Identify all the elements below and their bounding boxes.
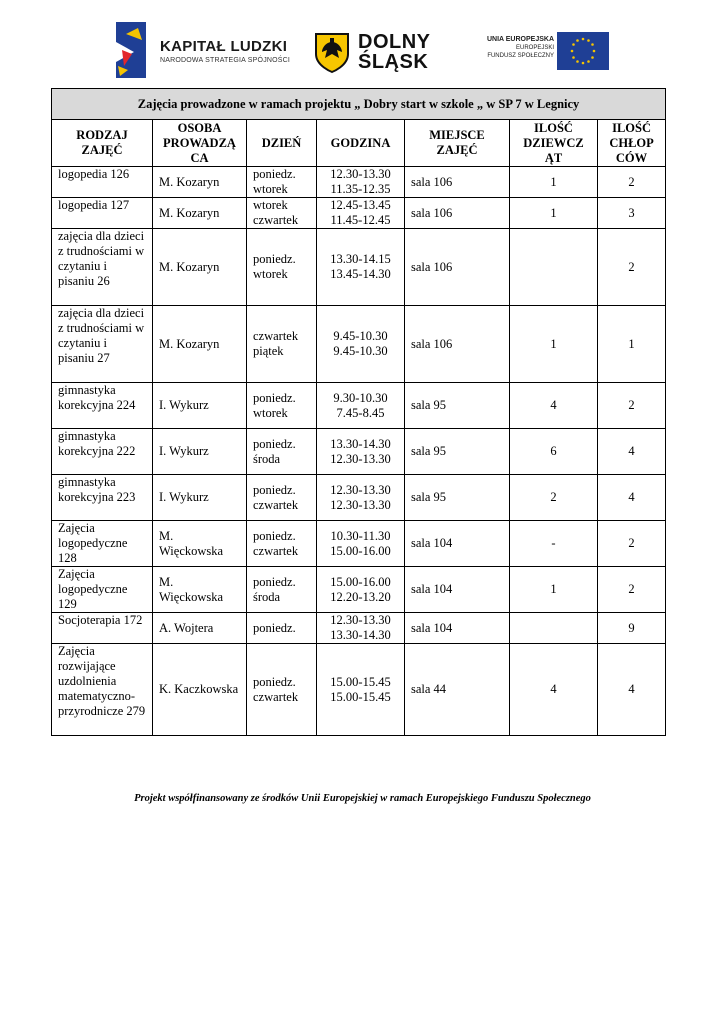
kapital-ludzki-title: KAPITAŁ LUDZKI: [160, 38, 288, 55]
cell-miejsce: sala 95: [405, 475, 510, 521]
table-row: [52, 229, 666, 306]
cell-godzina: 9.45-10.30 9.45-10.30: [317, 306, 405, 383]
cell-miejsce: sala 106: [405, 306, 510, 383]
col-header-dziewczat: ILOŚĆ DZIEWCZ ĄT: [510, 120, 598, 167]
cell-osoba: M. Więckowska: [153, 567, 247, 613]
cell-dziewczat: 1: [510, 567, 598, 613]
cell-godzina: 13.30-14.15 13.45-14.30: [317, 229, 405, 306]
cell-dziewczat: 1: [510, 198, 598, 229]
cell-miejsce: sala 106: [405, 167, 510, 198]
col-header-miejsce: MIEJSCE ZAJĘĆ: [405, 120, 510, 167]
cell-dzien: poniedz.: [247, 613, 317, 644]
table-row: [52, 167, 666, 198]
cell-dzien: poniedz. wtorek: [247, 229, 317, 306]
cell-rodzaj: logopedia 127: [52, 198, 153, 229]
table-row: [52, 198, 666, 229]
cell-dziewczat: 4: [510, 383, 598, 429]
cell-miejsce: sala 106: [405, 198, 510, 229]
cell-rodzaj: Zajęcia logopedyczne 128: [52, 521, 153, 567]
footer-note: Projekt współfinansowany ze środków Unii Europejskiej w ramach Europejskiego Funduszu Społecznego: [134, 793, 591, 804]
cell-chlopcow: 4: [598, 475, 666, 521]
cell-godzina: 15.00-16.00 12.20-13.20: [317, 567, 405, 613]
eu-flag-icon: [557, 32, 609, 70]
cell-osoba: M. Kozaryn: [153, 306, 247, 383]
dolny-slask-line1: DOLNY: [358, 31, 431, 53]
cell-dzien: poniedz. wtorek: [247, 167, 317, 198]
cell-godzina: 12.30-13.30 11.35-12.35: [317, 167, 405, 198]
cell-osoba: I. Wykurz: [153, 383, 247, 429]
cell-chlopcow: 2: [598, 567, 666, 613]
cell-dziewczat: 2: [510, 475, 598, 521]
cell-osoba: K. Kaczkowska: [153, 644, 247, 736]
table-header-row: [52, 120, 666, 167]
eagle-shield-icon: [314, 32, 350, 74]
cell-chlopcow: 2: [598, 521, 666, 567]
cell-godzina: 10.30-11.30 15.00-16.00: [317, 521, 405, 567]
cell-chlopcow: 2: [598, 383, 666, 429]
cell-dziewczat: 1: [510, 167, 598, 198]
table-row: [52, 475, 666, 521]
cell-dzien: poniedz. wtorek: [247, 383, 317, 429]
table-row: [52, 613, 666, 644]
cell-dzien: poniedz. środa: [247, 429, 317, 475]
cell-dzien: czwartek piątek: [247, 306, 317, 383]
cell-miejsce: sala 104: [405, 521, 510, 567]
schedule-table: [51, 88, 666, 736]
cell-godzina: 9.30-10.30 7.45-8.45: [317, 383, 405, 429]
cell-chlopcow: 2: [598, 167, 666, 198]
cell-osoba: M. Kozaryn: [153, 198, 247, 229]
cell-osoba: M. Kozaryn: [153, 229, 247, 306]
cell-chlopcow: 2: [598, 229, 666, 306]
ue-line1: UNIA EUROPEJSKA: [486, 36, 554, 43]
cell-miejsce: sala 104: [405, 613, 510, 644]
cell-godzina: 12.30-13.30 13.30-14.30: [317, 613, 405, 644]
kapital-ludzki-subtitle: NARODOWA STRATEGIA SPÓJNOŚCI: [160, 57, 291, 64]
cell-godzina: 12.45-13.45 11.45-12.45: [317, 198, 405, 229]
cell-dzien: poniedz. czwartek: [247, 521, 317, 567]
col-header-rodzaj: RODZAJ ZAJĘĆ: [52, 120, 153, 167]
ue-line3: FUNDUSZ SPOŁECZNY: [487, 53, 554, 59]
cell-osoba: I. Wykurz: [153, 429, 247, 475]
cell-dziewczat: [510, 613, 598, 644]
cell-miejsce: sala 104: [405, 567, 510, 613]
cell-godzina: 15.00-15.45 15.00-15.45: [317, 644, 405, 736]
cell-rodzaj: Zajęcia logopedyczne 129: [52, 567, 153, 613]
dolny-slask-line2: ŚLĄSK: [358, 51, 429, 73]
table-caption: Zajęcia prowadzone w ramach projektu „ Dobry start w szkole „ w SP 7 w Legnicy: [52, 89, 666, 120]
col-header-chlopcow: ILOŚĆ CHŁOP CÓW: [598, 120, 666, 167]
table-row: [52, 521, 666, 567]
kapital-ludzki-emblem-icon: [112, 22, 150, 78]
cell-miejsce: sala 95: [405, 383, 510, 429]
table-row: [52, 644, 666, 736]
col-header-godzina: GODZINA: [317, 120, 405, 167]
cell-dziewczat: 1: [510, 306, 598, 383]
table-body: [52, 167, 666, 736]
cell-chlopcow: 1: [598, 306, 666, 383]
cell-osoba: M. Więckowska: [153, 521, 247, 567]
cell-dziewczat: 4: [510, 644, 598, 736]
logo-bar: [0, 20, 725, 78]
cell-chlopcow: 9: [598, 613, 666, 644]
cell-godzina: 12.30-13.30 12.30-13.30: [317, 475, 405, 521]
table-row: [52, 383, 666, 429]
cell-dziewczat: 6: [510, 429, 598, 475]
cell-godzina: 13.30-14.30 12.30-13.30: [317, 429, 405, 475]
table-row: [52, 306, 666, 383]
cell-rodzaj: zajęcia dla dzieci z trudnościami w czytaniu i pisaniu 27: [52, 306, 153, 383]
cell-dzien: poniedz. czwartek: [247, 475, 317, 521]
cell-dzien: poniedz. środa: [247, 567, 317, 613]
cell-chlopcow: 4: [598, 429, 666, 475]
table-row: [52, 429, 666, 475]
cell-rodzaj: logopedia 126: [52, 167, 153, 198]
cell-miejsce: sala 44: [405, 644, 510, 736]
cell-rodzaj: zajęcia dla dzieci z trudnościami w czytaniu i pisaniu 26: [52, 229, 153, 306]
cell-dziewczat: -: [510, 521, 598, 567]
cell-miejsce: sala 95: [405, 429, 510, 475]
cell-osoba: I. Wykurz: [153, 475, 247, 521]
cell-rodzaj: gimnastyka korekcyjna 224: [52, 383, 153, 429]
cell-rodzaj: Socjoterapia 172: [52, 613, 153, 644]
cell-rodzaj: Zajęcia rozwijające uzdolnienia matematyczno-przyrodnicze 279: [52, 644, 153, 736]
cell-osoba: M. Kozaryn: [153, 167, 247, 198]
table-row: [52, 567, 666, 613]
cell-chlopcow: 4: [598, 644, 666, 736]
col-header-dzien: DZIEŃ: [247, 120, 317, 167]
col-header-osoba: OSOBA PROWADZĄ CA: [153, 120, 247, 167]
cell-miejsce: sala 106: [405, 229, 510, 306]
cell-rodzaj: gimnastyka korekcyjna 223: [52, 475, 153, 521]
cell-dzien: poniedz. czwartek: [247, 644, 317, 736]
cell-dzien: wtorek czwartek: [247, 198, 317, 229]
ue-line2: EUROPEJSKI: [515, 45, 554, 51]
cell-dziewczat: [510, 229, 598, 306]
table-caption-row: [52, 89, 666, 120]
cell-rodzaj: gimnastyka korekcyjna 222: [52, 429, 153, 475]
cell-chlopcow: 3: [598, 198, 666, 229]
cell-osoba: A. Wojtera: [153, 613, 247, 644]
